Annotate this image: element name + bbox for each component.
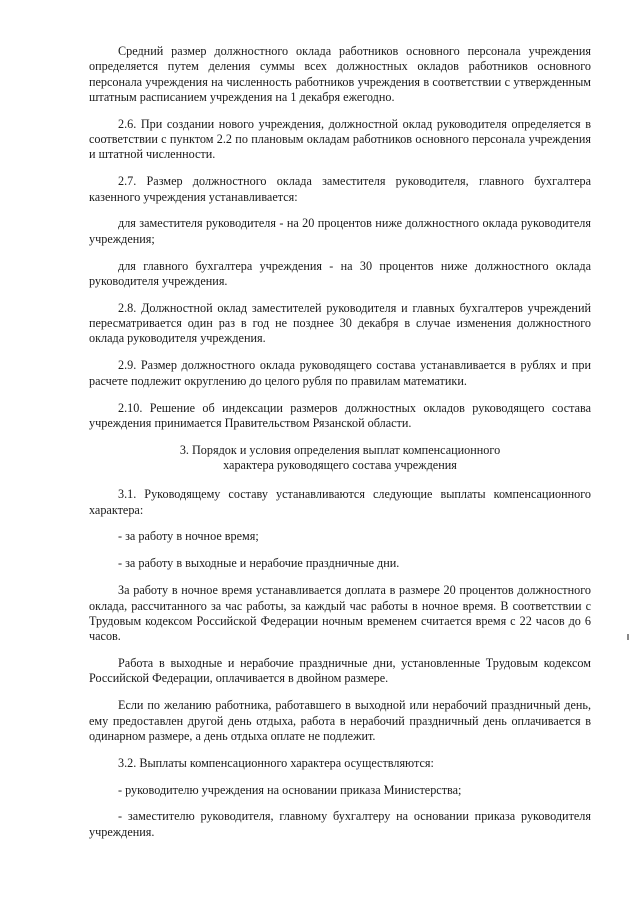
- paragraph-3-2: 3.2. Выплаты компенсационного характера осуществляются:: [118, 755, 434, 770]
- paragraph-day-off: Если по желанию работника, работавшего в выходной или нерабочий праздничный день, ему предоставлен другой день отдыха, работа в нерабочий праздничный день оплачивается в одинарном размере, а день отдыха оплате не подлежит.: [89, 698, 591, 743]
- section-3-heading-line1: 3. Порядок и условия определения выплат компенсационного: [179, 442, 501, 457]
- document-page: [89, 44, 591, 852]
- list-item-holiday-work: - за работу в выходные и нерабочие праздничные дни.: [118, 556, 400, 571]
- paragraph-average-salary: Средний размер должностного оклада работников основного персонала учреждения определяется путем деления суммы всех должностных окладов работников основного персонала учреждения на численность работников учреждения в соответствии с утвержденным штатным расписанием учреждения на 1 декабря ежегодно.: [89, 44, 591, 104]
- list-item-night-work: - за работу в ночное время;: [118, 529, 259, 544]
- paragraph-2-9: 2.9. Размер должностного оклада руководящего состава устанавливается в рублях и при расчете подлежит округлению до целого рубля по правилам математики.: [89, 358, 591, 388]
- paragraph-2-10: 2.10. Решение об индексации размеров должностных окладов руководящего состава учреждения принимается Правительством Рязанской области.: [89, 400, 591, 430]
- scan-mark: [627, 634, 629, 640]
- list-item-head-order: - руководителю учреждения на основании приказа Министерства;: [118, 782, 462, 797]
- paragraph-2-7: 2.7. Размер должностного оклада заместителя руководителя, главного бухгалтера казенного учреждения устанавливается:: [89, 174, 591, 204]
- section-3-heading: [89, 443, 591, 474]
- list-item-deputy-order: - заместителю руководителя, главному бухгалтеру на основании приказа руководителя учреждения.: [89, 809, 591, 839]
- paragraph-2-6: 2.6. При создании нового учреждения, должностной оклад руководителя определяется в соответствии с пунктом 2.2 по плановым окладам работников основного персонала учреждения и штатной численности.: [89, 116, 591, 162]
- paragraph-holiday-pay: Работа в выходные и нерабочие праздничные дни, установленные Трудовым кодексом Российской Федерации, оплачивается в двойном размере.: [89, 656, 591, 686]
- paragraph-night-pay: За работу в ночное время устанавливается доплата в размере 20 процентов должностного оклада, рассчитанного за час работы, за каждый час работы в ночное время. В соответствии с Трудовым кодексом Российской Федерации ночным временем считается время с 22 часов до 6 часов.: [89, 583, 591, 644]
- paragraph-2-8: 2.8. Должностной оклад заместителей руководителя и главных бухгалтеров учреждений пересматривается один раз в год не позднее 30 декабря в случае изменения должностного оклада руководителя учреждения.: [89, 300, 591, 346]
- paragraph-deputy-rate: для заместителя руководителя - на 20 процентов ниже должностного оклада руководителя учреждения;: [89, 216, 591, 246]
- section-3-heading-line2: характера руководящего состава учреждения: [223, 457, 457, 472]
- paragraph-accountant-rate: для главного бухгалтера учреждения - на 30 процентов ниже должностного оклада руководителя учреждения.: [89, 258, 591, 288]
- paragraph-3-1: 3.1. Руководящему составу устанавливаются следующие выплаты компенсационного характера:: [89, 487, 591, 517]
